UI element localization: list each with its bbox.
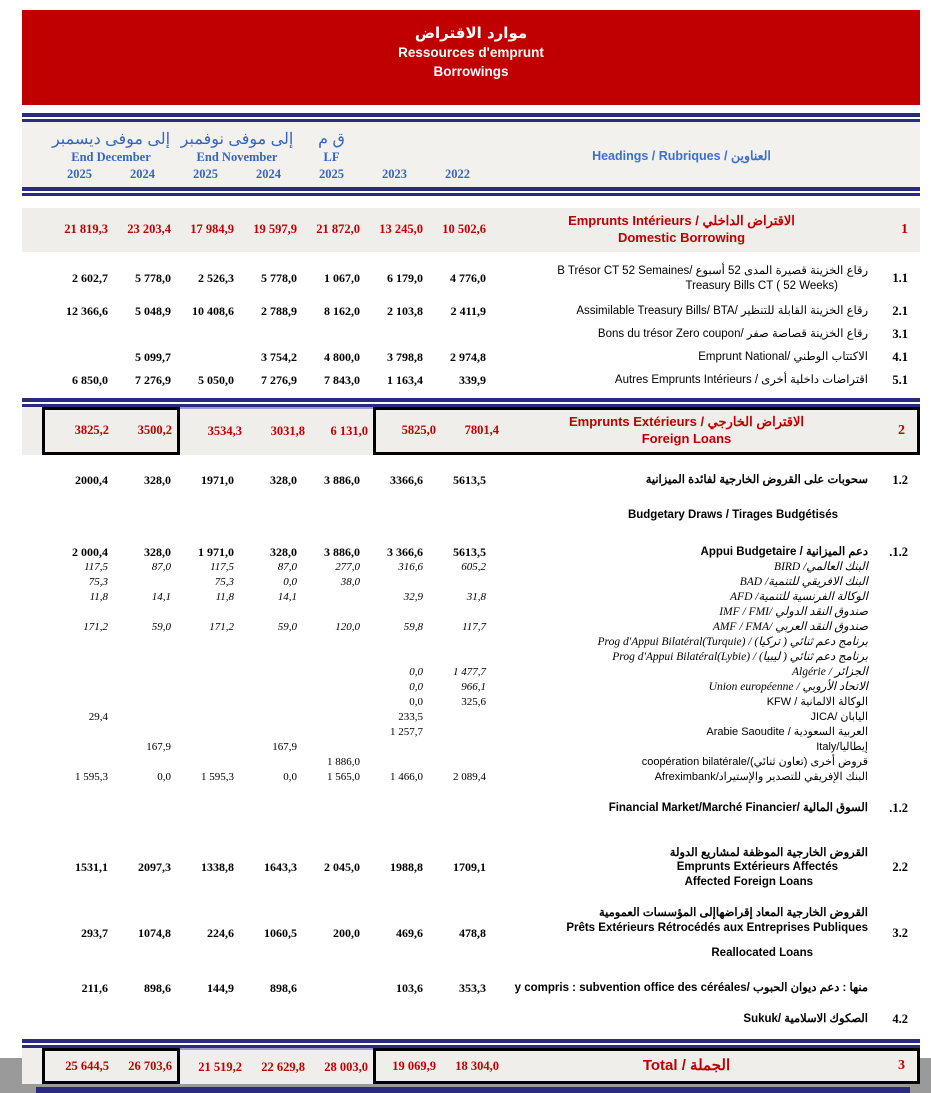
row-label-line: الجزائر / Algérie xyxy=(791,665,868,678)
row-label-line: الاقتراض الداخلي / Emprunts Intérieurs xyxy=(568,213,795,228)
value-cell: 13 245,0 xyxy=(379,222,423,237)
value-cell: 5825,0 xyxy=(401,423,436,438)
value-cell: 605,2 xyxy=(461,561,486,574)
value-cell: 19 597,9 xyxy=(253,222,297,237)
value-cell: 7 276,9 xyxy=(261,372,297,387)
value-cell: 5613,5 xyxy=(453,472,486,487)
value-cell: 1643,3 xyxy=(264,860,297,875)
value-cell: 233,5 xyxy=(398,711,423,724)
value-cell: 171,2 xyxy=(83,621,108,634)
table-row-appui xyxy=(22,545,920,560)
value-cell: 7801,4 xyxy=(464,423,499,438)
table-row-total xyxy=(22,1048,920,1084)
value-cell: 328,0 xyxy=(270,544,297,559)
table-row-natl xyxy=(22,350,920,365)
value-cell: 10 502,6 xyxy=(442,222,486,237)
boxed-group-middle xyxy=(180,1048,373,1084)
value-cell: 21 819,3 xyxy=(64,222,108,237)
row-number: 4.1 xyxy=(892,349,908,364)
row-label-line: Reallocated Loans xyxy=(711,947,813,960)
value-cell: 171,2 xyxy=(209,621,234,634)
row-number: 3.1 xyxy=(892,326,908,341)
row-number: 4.2 xyxy=(892,1012,908,1027)
value-cell: 4 800,0 xyxy=(324,349,360,364)
row-label-line: رقاع الخزينة قصيرة المدى 52 أسبوع /B Trésor CT 52 Semaines xyxy=(557,264,868,277)
value-cell: 328,0 xyxy=(270,472,297,487)
value-cell: 0,0 xyxy=(409,666,423,679)
value-cell: 103,6 xyxy=(396,981,423,996)
divider-rule xyxy=(22,1039,920,1048)
bottom-navy-bar xyxy=(36,1087,910,1093)
value-cell: 25 644,5 xyxy=(65,1058,109,1073)
row-label xyxy=(489,373,874,388)
value-cell: 224,6 xyxy=(207,926,234,941)
value-cell: 11,8 xyxy=(89,591,108,604)
row-label-line: الجملة / Total xyxy=(642,1057,731,1075)
value-cell: 1531,1 xyxy=(75,860,108,875)
row-label xyxy=(489,560,874,575)
row-label-line: اليابان /JICA xyxy=(810,710,868,723)
row-label xyxy=(489,981,874,996)
value-cell: 117,5 xyxy=(210,561,234,574)
value-cell: 2 000,4 xyxy=(72,544,108,559)
row-label-line: الصكوك الاسلامية /Sukuk xyxy=(743,1013,868,1026)
table-row-cereales xyxy=(22,981,920,996)
value-cell: 12 366,6 xyxy=(66,303,108,318)
row-label-line: الوكالة الالمانية / KFW xyxy=(766,695,868,708)
table-row-dom xyxy=(22,208,920,252)
column-header-english-line xyxy=(48,149,489,165)
value-cell: 8 162,0 xyxy=(324,303,360,318)
row-label-line: القروض الخارجية الموظفة لمشاريع الدولة xyxy=(669,846,868,859)
value-cell: 0,0 xyxy=(157,771,171,784)
row-label xyxy=(489,770,874,784)
row-label-line: منها : دعم ديوان الحبوب /y compris : subvention office des céréales xyxy=(514,982,868,995)
value-cell: 6 850,0 xyxy=(72,372,108,387)
value-cell: 18 304,0 xyxy=(455,1058,499,1073)
row-label-line: Foreign Loans xyxy=(641,430,732,446)
value-cell: 59,8 xyxy=(403,621,423,634)
value-cell: 26 703,6 xyxy=(128,1058,172,1073)
value-cell: 1 477,7 xyxy=(453,666,486,679)
row-label-line: العربية السعودية / Arabie Saoudite xyxy=(706,725,868,738)
table-row-coop xyxy=(22,755,920,770)
value-cell: 2000,4 xyxy=(75,472,108,487)
row-label-line: Domestic Borrowing xyxy=(617,229,746,245)
table-row-tirages xyxy=(22,473,920,523)
value-cell: 898,6 xyxy=(270,981,297,996)
col-group-2023-spacer2 xyxy=(363,149,426,165)
column-header-strip xyxy=(22,122,920,187)
value-cell: 5 048,9 xyxy=(135,303,171,318)
year-col-4: 2024 xyxy=(256,167,281,181)
row-label-line: القروض الخارجية المعاد إقراضهاإلى المؤسسات العمومية xyxy=(599,907,868,920)
row-label xyxy=(489,545,874,560)
row-label xyxy=(489,740,874,754)
row-label-line: Prêts Extérieurs Rétrocédés aux Entreprises Publiques xyxy=(566,922,868,935)
value-cell: 3 366,6 xyxy=(387,544,423,559)
value-cell: 31,8 xyxy=(466,591,486,604)
row-number: .1.2 xyxy=(889,800,908,815)
year-col-1: 2025 xyxy=(67,167,92,181)
row-label xyxy=(489,350,874,365)
row-label-line: Emprunts Extérieurs Affectés xyxy=(676,861,838,874)
value-cell: 211,6 xyxy=(81,981,108,996)
value-cell: 1074,8 xyxy=(138,926,171,941)
row-label-line: قروض أخرى (تعاون ثنائي)/coopération bilatérale xyxy=(641,755,868,768)
divider-rule-top xyxy=(22,113,920,122)
value-cell: 2 411,9 xyxy=(450,303,486,318)
table-row-marche xyxy=(22,801,920,816)
value-cell: 14,1 xyxy=(277,591,297,604)
value-cell: 1 595,3 xyxy=(75,771,108,784)
value-cell: 2 089,4 xyxy=(453,771,486,784)
row-number: 1 xyxy=(901,221,908,237)
value-cell: 6 179,0 xyxy=(387,271,423,286)
row-label-line: البنك العالمي/ BIRD xyxy=(774,560,868,573)
table-row-kfw xyxy=(22,695,920,710)
col-group-lf-ar: ق م xyxy=(318,131,345,148)
column-header-columns xyxy=(48,129,489,182)
value-cell: 4 776,0 xyxy=(450,271,486,286)
value-cell: 328,0 xyxy=(144,472,171,487)
value-cell: 966,1 xyxy=(461,681,486,694)
value-cell: 144,9 xyxy=(207,981,234,996)
value-cell: 5 050,0 xyxy=(198,372,234,387)
col-group-end-november-ar: إلى موفى نوفمبر xyxy=(180,131,294,148)
row-number: 5.1 xyxy=(892,372,908,387)
row-label xyxy=(489,590,874,605)
value-cell: 3 886,0 xyxy=(324,544,360,559)
headings-rubriques-label: Headings / Rubriques / العناوين xyxy=(592,149,771,163)
row-label xyxy=(489,213,874,247)
table-row-afrexim xyxy=(22,770,920,785)
table-row-tb52 xyxy=(22,264,920,294)
document-title-banner xyxy=(22,10,920,105)
table-row-zero xyxy=(22,327,920,342)
row-label-line: الوكالة الفرنسية للتنمية/ AFD xyxy=(730,590,868,603)
table-row-afd xyxy=(22,590,920,605)
value-cell: 19 069,9 xyxy=(392,1058,436,1073)
value-cell: 22 629,8 xyxy=(261,1059,305,1074)
row-label-line: إيطاليا/Italy xyxy=(816,740,868,753)
row-label-line: سحوبات على القروض الخارجية لفائدة الميزانية xyxy=(645,473,868,486)
value-cell: 1 257,7 xyxy=(390,726,423,739)
table-row-ue xyxy=(22,680,920,695)
table-row-bird xyxy=(22,560,920,575)
row-number: 2 xyxy=(898,422,905,438)
value-cell: 3366,6 xyxy=(390,472,423,487)
row-label-line: Affected Foreign Loans xyxy=(684,876,813,889)
value-cell: 1 067,0 xyxy=(324,271,360,286)
table-row-turquie xyxy=(22,635,920,650)
boxed-group-right xyxy=(373,407,920,455)
value-cell: 87,0 xyxy=(277,561,297,574)
value-cell: 2 974,8 xyxy=(450,349,486,364)
row-label-line: برنامج دعم ثنائي ( ليبيا) / (Lybie)Prog d'Appui Bilatéral xyxy=(612,650,868,663)
year-col-7: 2022 xyxy=(445,167,470,181)
row-label-line: الاكتتاب الوطني /Emprunt National xyxy=(698,350,868,363)
row-label xyxy=(489,327,874,342)
value-cell: 1 886,0 xyxy=(327,756,360,769)
value-cell: 11,8 xyxy=(215,591,234,604)
row-label xyxy=(489,846,874,891)
row-label xyxy=(489,801,874,816)
row-number: 3.2 xyxy=(892,926,908,941)
value-cell: 339,9 xyxy=(459,372,486,387)
value-cell: 2097,3 xyxy=(138,860,171,875)
table-row-jica xyxy=(22,710,920,725)
row-label xyxy=(489,665,874,680)
value-cell: 23 203,4 xyxy=(127,222,171,237)
row-number: 1.1 xyxy=(892,271,908,286)
value-cell: 2 788,9 xyxy=(261,303,297,318)
table-row-lybie xyxy=(22,650,920,665)
row-label-line: Budgetary Draws / Tirages Budgétisés xyxy=(627,508,838,521)
column-header-arabic-line xyxy=(48,129,489,149)
col-group-lf-en: LF xyxy=(323,150,340,164)
table-row-saoudite xyxy=(22,725,920,740)
year-col-5: 2025 xyxy=(319,167,344,181)
value-cell: 17 984,9 xyxy=(190,222,234,237)
value-cell: 117,7 xyxy=(462,621,486,634)
value-cell: 6 131,0 xyxy=(330,424,368,439)
value-cell: 5 778,0 xyxy=(261,271,297,286)
row-label xyxy=(489,1012,874,1027)
row-label xyxy=(489,695,874,709)
row-label-line: رقاع الخزينة القابلة للتنظير /Assimilable Treasury Bills/ BTA xyxy=(576,304,868,317)
value-cell: 1971,0 xyxy=(201,472,234,487)
row-label xyxy=(489,264,874,294)
boxed-group-right xyxy=(373,1048,920,1084)
value-cell: 167,9 xyxy=(146,741,171,754)
title-french: Ressources d'emprunt xyxy=(398,45,544,60)
value-cell: 1 466,0 xyxy=(390,771,423,784)
value-cell: 7 276,9 xyxy=(135,372,171,387)
table-row-autres xyxy=(22,373,920,388)
table-row-sukuk xyxy=(22,1012,920,1027)
value-cell: 7 843,0 xyxy=(324,372,360,387)
col-group-2022-spacer2 xyxy=(426,149,489,165)
value-cell: 0,0 xyxy=(283,576,297,589)
col-group-end-december-en: End December xyxy=(71,150,151,164)
row-number: .1.2 xyxy=(889,544,908,559)
value-cell: 5613,5 xyxy=(453,544,486,559)
row-label xyxy=(489,620,874,635)
value-cell: 0,0 xyxy=(409,681,423,694)
row-label xyxy=(502,1056,871,1076)
value-cell: 1 595,3 xyxy=(201,771,234,784)
value-cell: 3534,3 xyxy=(207,424,242,439)
row-label-line: برنامج دعم ثنائي ( تركيا) / (Turquie)Prog d'Appui Bilatéral xyxy=(597,635,868,648)
table-row-amf xyxy=(22,620,920,635)
value-cell: 1 163,4 xyxy=(387,372,423,387)
value-cell: 1 971,0 xyxy=(198,544,234,559)
value-cell: 2 526,3 xyxy=(198,271,234,286)
value-cell: 1338,8 xyxy=(201,860,234,875)
value-cell: 1709,1 xyxy=(453,860,486,875)
row-label-line: Treasury Bills CT ( 52 Weeks) xyxy=(685,279,838,292)
value-cell: 2 103,8 xyxy=(387,303,423,318)
divider-rule xyxy=(22,398,920,407)
title-arabic: موارد الاقتراض xyxy=(414,24,528,42)
value-cell: 1 565,0 xyxy=(327,771,360,784)
value-cell: 5 778,0 xyxy=(135,271,171,286)
row-label-line: رقاع الخزينة قصاصة صفر /Bons du trésor Zero coupon xyxy=(597,327,868,340)
value-cell: 2 602,7 xyxy=(72,271,108,286)
row-label xyxy=(502,414,871,448)
value-cell: 200,0 xyxy=(333,926,360,941)
col-group-2023-spacer xyxy=(363,129,426,149)
row-label xyxy=(489,725,874,739)
value-cell: 293,7 xyxy=(81,926,108,941)
year-col-3: 2025 xyxy=(193,167,218,181)
row-label xyxy=(489,575,874,590)
row-number: 1.2 xyxy=(892,472,908,487)
boxed-group-left xyxy=(42,407,180,455)
value-cell: 898,6 xyxy=(144,981,171,996)
value-cell: 38,0 xyxy=(340,576,360,589)
value-cell: 1060,5 xyxy=(264,926,297,941)
row-label xyxy=(489,304,874,319)
value-cell: 21 872,0 xyxy=(316,222,360,237)
table-row-bad xyxy=(22,575,920,590)
value-cell: 0,0 xyxy=(409,696,423,709)
value-cell: 316,6 xyxy=(398,561,423,574)
column-header-years-line xyxy=(48,167,489,182)
row-label xyxy=(489,635,874,650)
row-label xyxy=(489,680,874,695)
row-label-line: دعم الميزانية / Appui Budgetaire xyxy=(700,545,868,558)
row-label-line: الاقتراض الخارجي / Emprunts Extérieurs xyxy=(568,413,805,429)
year-col-6: 2023 xyxy=(382,167,407,181)
row-label-line: البنك الافريقي للتنمية/ BAD xyxy=(739,575,868,588)
row-label-line: الاتحاد الأروبي / Union européenne xyxy=(708,680,868,693)
row-number: 2.2 xyxy=(892,860,908,875)
value-cell: 10 408,6 xyxy=(192,303,234,318)
value-cell: 29,4 xyxy=(88,711,108,724)
row-label-line: اقتراضات داخلية أخرى / Autres Emprunts Intérieurs xyxy=(614,373,868,386)
value-cell: 478,8 xyxy=(459,926,486,941)
row-label-line: صندوق النقد العربي /AMF / FMA xyxy=(712,620,868,633)
value-cell: 87,0 xyxy=(151,561,171,574)
value-cell: 3825,2 xyxy=(74,423,109,438)
value-cell: 3 798,8 xyxy=(387,349,423,364)
table-row-algerie xyxy=(22,665,920,680)
value-cell: 75,3 xyxy=(214,576,234,589)
value-cell: 469,6 xyxy=(396,926,423,941)
row-number: 2.1 xyxy=(892,303,908,318)
table-body xyxy=(22,208,920,1084)
value-cell: 0,0 xyxy=(283,771,297,784)
boxed-group-middle xyxy=(180,407,373,455)
table-row-retro xyxy=(22,906,920,961)
table-row-italy xyxy=(22,740,920,755)
row-label-line: صندوق النقد الدولي /IMF / FMI xyxy=(719,605,868,618)
row-label-line: البنك الإفريقي للتصدير والإستيراد/Afreximbank xyxy=(654,770,868,783)
col-group-end-december-ar: إلى موفى ديسمبر xyxy=(51,131,171,148)
value-cell: 3031,8 xyxy=(270,424,305,439)
value-cell: 21 519,2 xyxy=(198,1059,242,1074)
value-cell: 3 754,2 xyxy=(261,349,297,364)
row-number: 3 xyxy=(898,1058,905,1074)
row-label xyxy=(489,650,874,665)
boxed-group-left xyxy=(42,1048,180,1084)
value-cell: 120,0 xyxy=(335,621,360,634)
divider-rule-under-header xyxy=(22,187,920,196)
value-cell: 1988,8 xyxy=(390,860,423,875)
row-label xyxy=(489,605,874,620)
value-cell: 14,1 xyxy=(151,591,171,604)
value-cell: 75,3 xyxy=(88,576,108,589)
value-cell: 28 003,0 xyxy=(324,1059,368,1074)
table-row-imf xyxy=(22,605,920,620)
year-col-2: 2024 xyxy=(130,167,155,181)
value-cell: 59,0 xyxy=(277,621,297,634)
row-number-column-header xyxy=(874,129,920,182)
value-cell: 277,0 xyxy=(335,561,360,574)
value-cell: 353,3 xyxy=(459,981,486,996)
row-label-line: السوق المالية /Financial Market/Marché Financier xyxy=(608,801,868,814)
value-cell: 3500,2 xyxy=(137,423,172,438)
value-cell: 325,6 xyxy=(461,696,486,709)
row-label xyxy=(489,755,874,769)
value-cell: 32,9 xyxy=(403,591,423,604)
value-cell: 117,5 xyxy=(84,561,108,574)
value-cell: 3 886,0 xyxy=(324,472,360,487)
value-cell: 59,0 xyxy=(151,621,171,634)
value-cell: 5 099,7 xyxy=(135,349,171,364)
table-row-bta xyxy=(22,304,920,319)
row-label xyxy=(489,710,874,724)
row-label xyxy=(489,473,874,523)
table-row-ext xyxy=(22,407,920,455)
value-cell: 167,9 xyxy=(272,741,297,754)
table-row-affectes xyxy=(22,846,920,891)
value-cell: 2 045,0 xyxy=(324,860,360,875)
title-english: Borrowings xyxy=(433,64,509,79)
row-label xyxy=(489,906,874,961)
col-group-end-november-en: End November xyxy=(196,150,278,164)
value-cell: 328,0 xyxy=(144,544,171,559)
col-group-2022-spacer xyxy=(426,129,489,149)
